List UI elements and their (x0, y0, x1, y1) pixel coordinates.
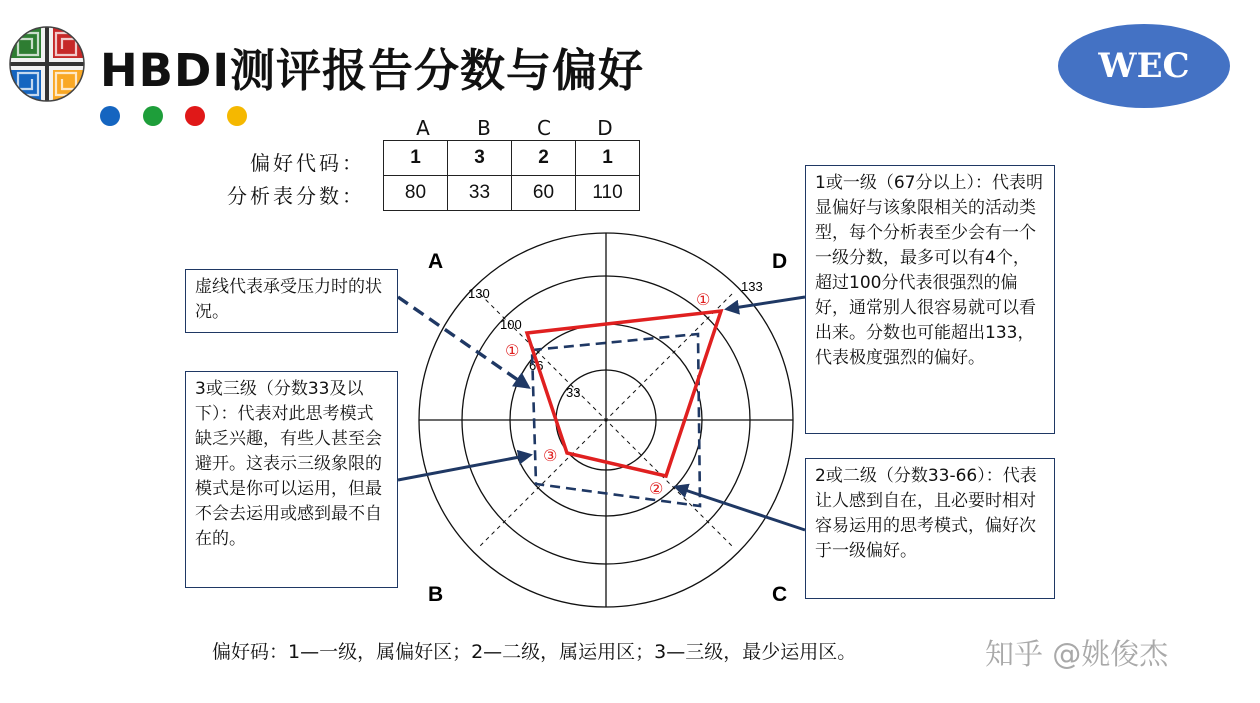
page-title: HBDI测评报告分数与偏好 (100, 44, 645, 97)
level-three-arrow (398, 455, 530, 480)
ring-label-100: 100 (500, 317, 522, 332)
quadrant-label-c: C (772, 583, 788, 606)
preference-code-label: 偏好代码： (250, 151, 365, 175)
marker-level-one: ① (696, 290, 711, 309)
marker-level-one: ① (505, 341, 520, 360)
score-cell-a: 80 (384, 176, 448, 211)
code-cell-d: 1 (576, 141, 640, 176)
ring-label-33: 33 (566, 385, 581, 400)
score-cell-b: 33 (448, 176, 512, 211)
level-one-arrow (727, 297, 805, 309)
column-header-d: D (597, 116, 613, 140)
level-one-note: 1或一级（67分以上）：代表明显偏好与该象限相关的活动类型，每个分析表至少会有一个一级分数，最多可以有4个，超过100分代表很强烈的偏好，通常别人很容易就可以看出来。分数也可能超出133，代表极度强烈的偏好。 (805, 165, 1055, 434)
column-header-a: A (416, 116, 430, 140)
quadrant-label-b: B (428, 583, 444, 606)
code-cell-c: 2 (512, 141, 576, 176)
profile-score-label: 分析表分数： (227, 184, 365, 208)
ring-label-130: 130 (468, 286, 490, 301)
score-cell-d: 110 (576, 176, 640, 211)
wec-badge: WEC (1058, 24, 1230, 108)
marker-level-two: ② (649, 479, 664, 498)
level-two-arrow (676, 487, 805, 530)
quadrant-label-d: D (772, 250, 788, 273)
ring-label-133: 133 (741, 279, 763, 294)
watermark: 知乎 @姚俊杰 (985, 637, 1169, 671)
code-cell-a: 1 (384, 141, 448, 176)
quadrant-label-a: A (428, 250, 444, 273)
marker-level-three: ③ (543, 446, 558, 465)
score-cell-c: 60 (512, 176, 576, 211)
preference-code-legend: 偏好码：1—一级，属偏好区；2—二级，属运用区；3—三级，最少运用区。 (212, 641, 857, 663)
code-cell-b: 3 (448, 141, 512, 176)
column-header-c: C (537, 116, 551, 140)
level-two-note: 2或二级（分数33-66）：代表让人感到自在，且必要时相对容易运用的思考模式，偏好次于一级偏好。 (805, 458, 1055, 599)
column-header-b: B (477, 116, 491, 140)
stress-note: 虚线代表承受压力时的状况。 (185, 269, 398, 333)
ring-label-66: 66 (529, 358, 544, 373)
level-three-note: 3或三级（分数33及以下）：代表对此思考模式缺乏兴趣，有些人甚至会避开。这表示三级象限的模式是你可以运用，但最不会去运用或感到最不自在的。 (185, 371, 398, 588)
